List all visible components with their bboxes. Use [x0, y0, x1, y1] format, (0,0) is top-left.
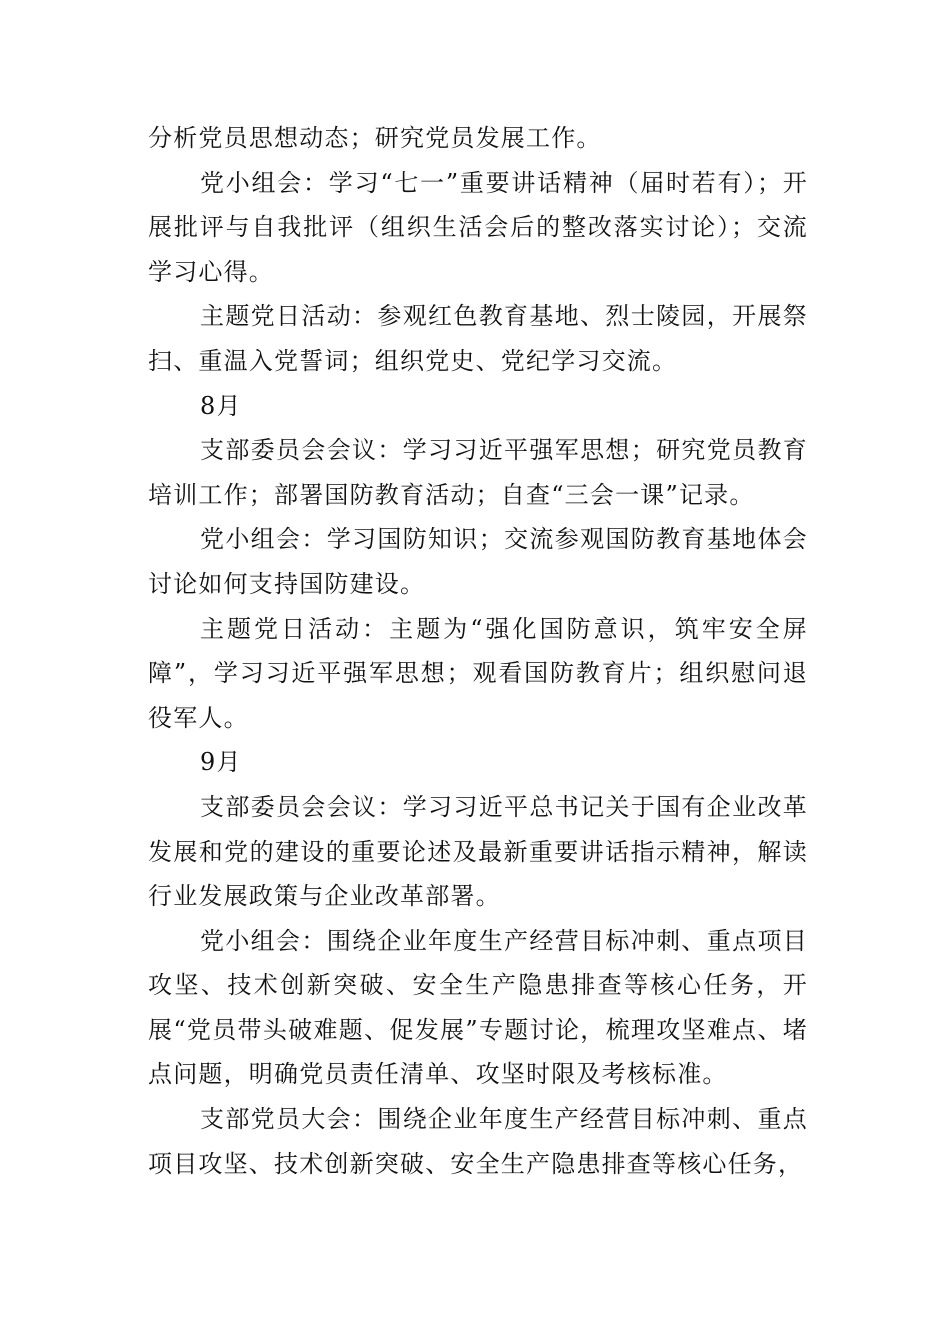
- paragraph-party-group-meeting-august: 党小组会：学习国防知识；交流参观国防教育基地体会讨论如何支持国防建设。: [148, 525, 808, 598]
- paragraph-branch-member-congress-september: 支部党员大会：围绕企业年度生产经营目标冲刺、重点项目攻坚、技术创新突破、安全生产隐患排查等核心任务，: [148, 1105, 808, 1178]
- paragraph-party-group-meeting-september: 党小组会：围绕企业年度生产经营目标冲刺、重点项目攻坚、技术创新突破、安全生产隐患排查等核心任务，开展“党员带头破难题、促发展”专题讨论，梳理攻坚难点、堵点问题，明确党员责任清单、攻坚时限及考核标准。: [148, 926, 808, 1089]
- month-heading-august: 8月: [200, 391, 242, 420]
- paragraph-party-group-meeting-july: 党小组会：学习“七一”重要讲话精神（届时若有）；开展批评与自我批评（组织生活会后的整改落实讨论）；交流学习心得。: [148, 168, 808, 286]
- paragraph-theme-party-day-august: 主题党日活动：主题为“强化国防意识，筑牢安全屏障”，学习习近平强军思想；观看国防教育片；组织慰问退役军人。: [148, 614, 808, 732]
- month-heading-september: 9月: [200, 748, 242, 777]
- paragraph-continuation: 分析党员思想动态；研究党员发展工作。: [148, 124, 602, 152]
- paragraph-branch-committee-september: 支部委员会会议：学习习近平总书记关于国有企业改革发展和党的建设的重要论述及最新重要讲话指示精神，解读行业发展政策与企业改革部署。: [148, 792, 808, 911]
- paragraph-theme-party-day-july: 主题党日活动：参观红色教育基地、烈士陵园，开展祭扫、重温入党誓词；组织党史、党纪学习交流。: [148, 302, 808, 375]
- paragraph-branch-committee-august: 支部委员会会议：学习习近平强军思想；研究党员教育培训工作；部署国防教育活动；自查“三会一课”记录。: [148, 436, 808, 509]
- document-body: [148, 116, 808, 1186]
